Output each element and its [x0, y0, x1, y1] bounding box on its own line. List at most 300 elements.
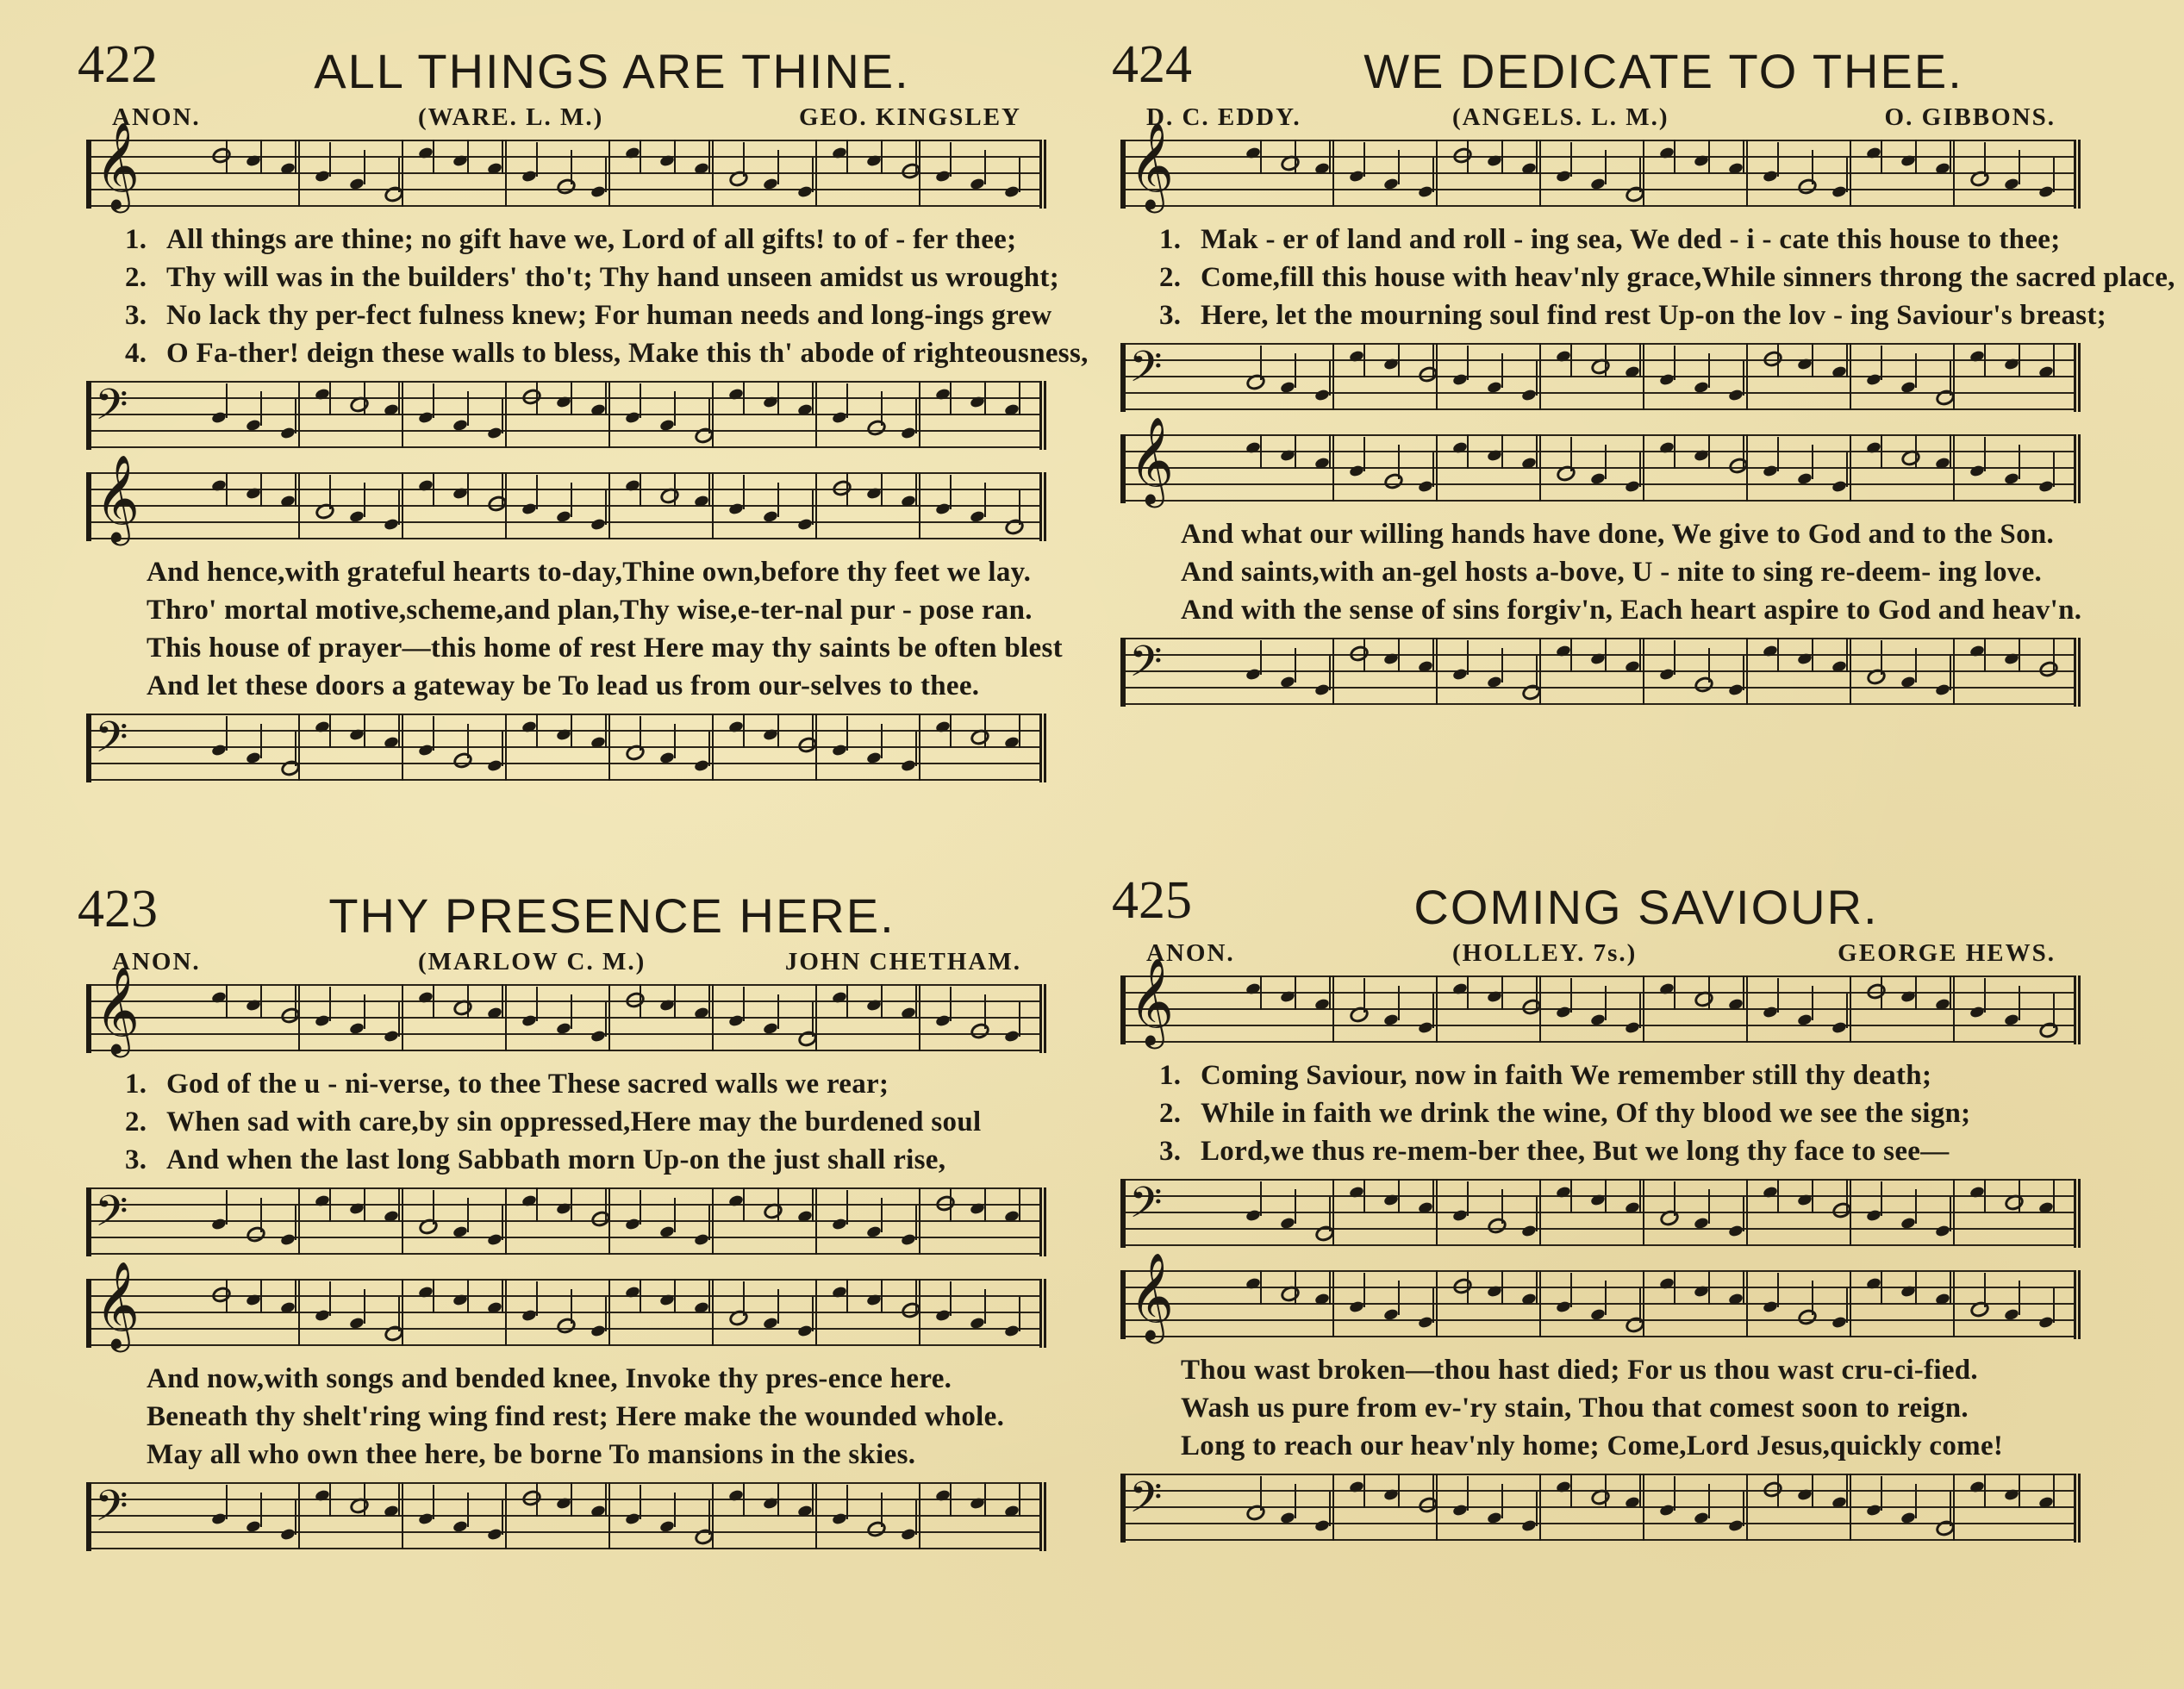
- note-stem: [1329, 361, 1331, 396]
- note-stem: [674, 391, 676, 426]
- note-stem: [1329, 975, 1331, 1010]
- verse-line: And with the sense of sins forgiv'n, Each heart aspire to God and heav'n.: [1181, 595, 2082, 626]
- hymn-title: ALL THINGS ARE THINE.: [314, 44, 910, 98]
- note-head: [1900, 1285, 1917, 1299]
- note-head: [1418, 660, 1434, 674]
- note-stem: [1363, 343, 1365, 377]
- note-head: [1762, 349, 1784, 369]
- note-stem: [295, 472, 296, 507]
- note-stem: [329, 987, 331, 1021]
- note-head: [556, 510, 572, 524]
- bass-clef-icon: 𝄢: [95, 1187, 128, 1247]
- hymn-author: ANON.: [112, 103, 201, 131]
- note-stem: [1950, 1197, 1951, 1231]
- bass-clef-icon: 𝄢: [1129, 637, 1163, 697]
- verse-number: 1.: [1159, 1060, 1182, 1091]
- note-head: [1280, 449, 1296, 463]
- note-head: [1349, 464, 1365, 478]
- verse-line: And saints,with an-gel hosts a-bove, U - nite to sing re-deem- ing love.: [1181, 557, 2043, 588]
- note-head: [452, 419, 469, 433]
- bar-line: [1332, 1474, 1334, 1541]
- note-stem: [1984, 978, 1986, 1013]
- note-head: [418, 744, 434, 757]
- note-head: [1487, 381, 1503, 395]
- note-stem: [812, 714, 814, 748]
- note-stem: [1019, 381, 1020, 415]
- note-head: [280, 1528, 296, 1542]
- note-stem: [1743, 361, 1744, 396]
- note-stem: [846, 140, 848, 174]
- note-head: [1866, 373, 1882, 387]
- verse-number: 3.: [125, 1144, 147, 1175]
- note-stem: [1019, 1297, 1020, 1331]
- note-head: [1969, 350, 1986, 364]
- verse-line: Thro' mortal motive,scheme,and plan,Thy wise,e-ter-nal pur - pose ran.: [147, 595, 1033, 626]
- note-head: [211, 411, 228, 425]
- note-stem: [846, 716, 848, 751]
- note-stem: [433, 472, 434, 507]
- notes: [195, 984, 1022, 1051]
- note-stem: [1812, 986, 1813, 1020]
- note-head: [935, 388, 952, 402]
- note-stem: [2019, 445, 2020, 479]
- note-head: [555, 177, 577, 196]
- note-stem: [536, 987, 538, 1021]
- note-head: [384, 1030, 400, 1044]
- hymn-number: 425: [1112, 871, 1192, 930]
- verse-line: [125, 296, 1052, 334]
- note-stem: [1812, 343, 1813, 377]
- bar-line: [608, 984, 610, 1051]
- note-stem: [1019, 158, 1020, 192]
- note-stem: [1329, 656, 1331, 690]
- note-head: [694, 759, 710, 773]
- bass-staff: [86, 1187, 1046, 1256]
- bar-line: [1643, 975, 1644, 1043]
- note-stem: [777, 150, 779, 184]
- note-head: [797, 1505, 814, 1518]
- note-stem: [708, 472, 710, 507]
- note-stem: [1846, 343, 1848, 377]
- note-head: [1831, 1496, 1848, 1510]
- verse-line: And now,with songs and bended knee, Invoke thy pres-ence here.: [147, 1363, 952, 1394]
- note-head: [1866, 441, 1882, 455]
- note-head: [1693, 675, 1715, 695]
- note-head: [384, 1210, 400, 1224]
- note-head: [659, 154, 676, 168]
- bar-line: [298, 1187, 300, 1255]
- hymn-credits: [1108, 939, 2081, 975]
- note-stem: [260, 472, 262, 507]
- note-head: [625, 1218, 641, 1231]
- note-stem: [1398, 986, 1400, 1020]
- verse-number: 1.: [1159, 224, 1182, 255]
- note-stem: [571, 994, 572, 1029]
- note-stem: [1432, 638, 1434, 672]
- notes: [195, 1279, 1022, 1346]
- verse-number: 1.: [125, 224, 147, 255]
- note-head: [1279, 1284, 1301, 1304]
- note-stem: [1846, 1474, 1848, 1508]
- note-head: [1487, 154, 1503, 168]
- note-stem: [1398, 343, 1400, 377]
- note-stem: [1777, 1474, 1779, 1508]
- note-stem: [1570, 343, 1572, 377]
- note-stem: [1398, 1281, 1400, 1315]
- note-head: [2003, 1193, 2025, 1212]
- note-head: [1521, 1225, 1538, 1238]
- note-head: [349, 178, 365, 191]
- note-stem: [777, 994, 779, 1029]
- note-head: [624, 990, 646, 1010]
- note-stem: [1674, 1181, 1675, 1216]
- verse-line: [1159, 1094, 2077, 1132]
- bar-line: [1850, 975, 1851, 1043]
- note-head: [314, 502, 336, 521]
- note-stem: [226, 716, 228, 751]
- note-stem: [536, 1482, 538, 1517]
- note-head: [1590, 472, 1607, 486]
- treble-staff: [86, 121, 1046, 209]
- note-stem: [743, 142, 745, 177]
- note-head: [521, 1014, 538, 1028]
- note-stem: [1846, 1179, 1848, 1213]
- hymn-header: [73, 34, 1047, 103]
- note-stem: [467, 472, 469, 507]
- note-head: [452, 1225, 469, 1239]
- note-stem: [1605, 1179, 1607, 1213]
- note-stem: [1295, 648, 1296, 682]
- bar-line: [1850, 434, 1851, 502]
- note-head: [1487, 1511, 1503, 1525]
- notes: [195, 1187, 1022, 1255]
- note-stem: [1777, 638, 1779, 672]
- note-head: [1625, 1021, 1641, 1035]
- note-stem: [1363, 1179, 1365, 1213]
- note-stem: [2019, 343, 2020, 377]
- note-head: [1625, 1496, 1641, 1510]
- verse-line: [1159, 221, 2077, 259]
- note-head: [866, 751, 883, 765]
- note-stem: [329, 714, 331, 748]
- note-head: [1797, 652, 1813, 666]
- note-stem: [1363, 437, 1365, 471]
- note-head: [935, 720, 952, 734]
- note-stem: [881, 724, 883, 758]
- bar-line: [505, 1482, 507, 1549]
- verse-line: And what our willing hands have done, We give to God and to the Son.: [1181, 519, 2055, 550]
- note-stem: [984, 714, 986, 748]
- bar-line: [712, 1279, 714, 1346]
- bar-line: [919, 472, 920, 539]
- note-stem: [1812, 1179, 1813, 1213]
- music-system: [73, 453, 1063, 782]
- note-head: [694, 1007, 710, 1020]
- note-stem: [1846, 994, 1848, 1028]
- note-stem: [398, 1002, 400, 1037]
- note-stem: [502, 732, 503, 766]
- bar-line: [1436, 975, 1438, 1043]
- verse-line: [125, 259, 1060, 296]
- verse-line: [1159, 259, 2175, 296]
- note-stem: [1708, 434, 1710, 469]
- note-head: [487, 759, 503, 773]
- note-stem: [1950, 1270, 1951, 1305]
- note-head: [1900, 381, 1917, 395]
- note-stem: [1950, 975, 1951, 1010]
- note-stem: [605, 1002, 607, 1037]
- note-stem: [571, 714, 572, 748]
- note-head: [1589, 1487, 1612, 1507]
- note-head: [901, 759, 917, 773]
- note-stem: [1570, 1179, 1572, 1213]
- note-head: [1556, 645, 1572, 658]
- note-stem: [1777, 1273, 1779, 1307]
- note-stem: [1536, 656, 1538, 690]
- note-head: [1418, 1201, 1434, 1215]
- note-stem: [1570, 1474, 1572, 1508]
- note-stem: [605, 490, 607, 525]
- notes: [195, 714, 1022, 781]
- note-head: [452, 1293, 469, 1307]
- note-head: [211, 1218, 228, 1231]
- bar-line: [1332, 1270, 1334, 1337]
- verse-line: Wash us pure from ev-'ry stain, Thou that comest soon to reign.: [1181, 1393, 1969, 1424]
- note-stem: [364, 483, 365, 517]
- note-stem: [984, 1289, 986, 1324]
- note-stem: [881, 1198, 883, 1232]
- note-head: [1763, 645, 1779, 658]
- note-head: [1452, 441, 1469, 455]
- note-head: [728, 720, 745, 734]
- note-stem: [1605, 986, 1607, 1020]
- note-head: [728, 502, 745, 516]
- note-head: [1245, 372, 1267, 392]
- note-head: [865, 418, 888, 438]
- note-head: [763, 1022, 779, 1036]
- note-head: [866, 1293, 883, 1307]
- note-stem: [260, 140, 262, 174]
- note-stem: [467, 1493, 469, 1527]
- note-head: [315, 720, 331, 734]
- lyrics-block: [73, 209, 1089, 381]
- note-stem: [1501, 1484, 1503, 1518]
- note-stem: [1329, 1270, 1331, 1305]
- note-stem: [1260, 140, 1262, 174]
- note-head: [624, 743, 646, 763]
- note-head: [1487, 676, 1503, 689]
- note-stem: [226, 472, 228, 507]
- note-stem: [950, 142, 952, 177]
- notes: [1229, 140, 2056, 207]
- note-stem: [2053, 343, 2055, 377]
- note-head: [1831, 480, 1848, 494]
- bar-line: [608, 714, 610, 781]
- note-stem: [1674, 1476, 1675, 1511]
- note-head: [590, 1030, 607, 1044]
- note-head: [762, 1201, 784, 1221]
- note-head: [1865, 667, 1888, 687]
- note-stem: [398, 714, 400, 748]
- bar-line: [1539, 1270, 1541, 1337]
- bar-line: [1953, 975, 1955, 1043]
- note-stem: [605, 158, 607, 192]
- hymn-tune: (ANGELS. L. M.): [1452, 103, 1669, 131]
- note-head: [1935, 457, 1951, 471]
- bass-staff: [86, 381, 1046, 450]
- bar-line: [919, 984, 920, 1051]
- verse-text: O Fa-ther! deign these walls to bless, Make this th' abode of righteousness,: [166, 338, 1089, 369]
- note-stem: [915, 472, 917, 507]
- note-stem: [674, 472, 676, 507]
- note-head: [1831, 185, 1848, 199]
- note-head: [1797, 1488, 1813, 1502]
- note-stem: [1329, 140, 1331, 174]
- bar-line: [1539, 434, 1541, 502]
- bar-line: [608, 140, 610, 207]
- note-head: [211, 1512, 228, 1526]
- note-stem: [1295, 975, 1296, 1010]
- note-head: [2004, 1308, 2020, 1322]
- note-head: [1796, 177, 1819, 196]
- note-stem: [1260, 1181, 1262, 1216]
- note-stem: [398, 1482, 400, 1517]
- note-stem: [812, 1002, 814, 1037]
- note-head: [384, 1505, 400, 1518]
- verse-text: And when the last long Sabbath morn Up-on the just shall rise,: [166, 1144, 946, 1175]
- note-head: [1728, 1225, 1744, 1238]
- note-stem: [2019, 150, 2020, 184]
- bar-line: [919, 381, 920, 448]
- note-head: [1900, 1217, 1917, 1231]
- note-head: [1004, 1210, 1020, 1224]
- note-stem: [295, 1206, 296, 1240]
- note-head: [211, 744, 228, 757]
- note-head: [521, 502, 538, 516]
- verse-line: [125, 221, 1043, 259]
- note-head: [1763, 1006, 1779, 1019]
- note-head: [1762, 1480, 1784, 1499]
- note-stem: [1019, 714, 1020, 748]
- note-stem: [640, 1190, 641, 1225]
- verse-number: 3.: [1159, 300, 1182, 331]
- note-stem: [1674, 140, 1675, 174]
- note-head: [797, 518, 814, 532]
- verse-line: [1159, 1056, 2077, 1094]
- note-head: [348, 1496, 371, 1516]
- note-head: [349, 1202, 365, 1216]
- note-head: [1763, 464, 1779, 478]
- note-stem: [1708, 1189, 1710, 1224]
- note-stem: [605, 1187, 607, 1222]
- note-stem: [502, 1500, 503, 1535]
- note-stem: [1467, 140, 1469, 174]
- note-head: [246, 487, 262, 501]
- note-stem: [1536, 434, 1538, 469]
- note-head: [452, 487, 469, 501]
- bar-line: [1953, 140, 1955, 207]
- note-stem: [1019, 1187, 1020, 1222]
- note-head: [2004, 472, 2020, 486]
- note-head: [418, 146, 434, 160]
- note-head: [1694, 1511, 1710, 1525]
- note-stem: [536, 1281, 538, 1316]
- note-head: [452, 998, 474, 1018]
- notes: [195, 140, 1022, 207]
- note-head: [1280, 676, 1296, 689]
- note-head: [1831, 365, 1848, 379]
- bar-line: [1539, 140, 1541, 207]
- hymn-composer: O. GIBBONS.: [1884, 103, 2056, 131]
- note-head: [1900, 1511, 1917, 1525]
- note-stem: [571, 1187, 572, 1222]
- note-stem: [536, 475, 538, 509]
- treble-staff: [1120, 121, 2081, 209]
- note-stem: [1605, 343, 1607, 377]
- note-stem: [226, 383, 228, 418]
- note-stem: [502, 472, 503, 507]
- note-stem: [1467, 434, 1469, 469]
- note-stem: [915, 140, 917, 174]
- bar-line: [815, 1187, 817, 1255]
- verse-number: 4.: [125, 338, 147, 369]
- verse-text: Coming Saviour, now in faith We remember still thy death;: [1201, 1060, 1932, 1091]
- note-head: [349, 728, 365, 742]
- verse-line: [1159, 1132, 2077, 1170]
- note-stem: [1536, 140, 1538, 174]
- note-stem: [364, 1482, 365, 1517]
- note-stem: [1777, 437, 1779, 471]
- verse-number: 3.: [1159, 1136, 1182, 1167]
- note-stem: [467, 984, 469, 1019]
- note-head: [1487, 990, 1503, 1004]
- hymn-title: THY PRESENCE HERE.: [328, 888, 895, 943]
- note-head: [866, 999, 883, 1013]
- note-stem: [2053, 994, 2055, 1028]
- note-stem: [1570, 978, 1572, 1013]
- note-head: [246, 1520, 262, 1534]
- note-stem: [2053, 1288, 2055, 1323]
- note-stem: [881, 391, 883, 426]
- note-head: [1383, 1194, 1400, 1207]
- note-head: [1314, 457, 1331, 471]
- note-stem: [1743, 1197, 1744, 1231]
- note-head: [763, 1497, 779, 1511]
- note-stem: [743, 1187, 745, 1222]
- note-stem: [777, 483, 779, 517]
- note-stem: [605, 1482, 607, 1517]
- note-head: [1418, 1316, 1434, 1330]
- note-head: [452, 1520, 469, 1534]
- bass-clef-icon: 𝄢: [1129, 1473, 1163, 1533]
- note-stem: [881, 472, 883, 507]
- note-head: [2038, 1201, 2055, 1215]
- note-head: [452, 751, 474, 770]
- bar-line: [505, 140, 507, 207]
- bass-clef-icon: 𝄢: [95, 1481, 128, 1542]
- music-system: [73, 965, 1043, 1256]
- note-stem: [295, 1279, 296, 1313]
- note-stem: [743, 987, 745, 1021]
- bar-line: [1850, 1474, 1851, 1541]
- note-stem: [1329, 1492, 1331, 1526]
- hymn-number: 424: [1112, 35, 1192, 94]
- note-head: [418, 411, 434, 425]
- note-head: [2004, 358, 2020, 371]
- note-stem: [502, 1279, 503, 1313]
- note-head: [727, 169, 750, 189]
- note-head: [625, 411, 641, 425]
